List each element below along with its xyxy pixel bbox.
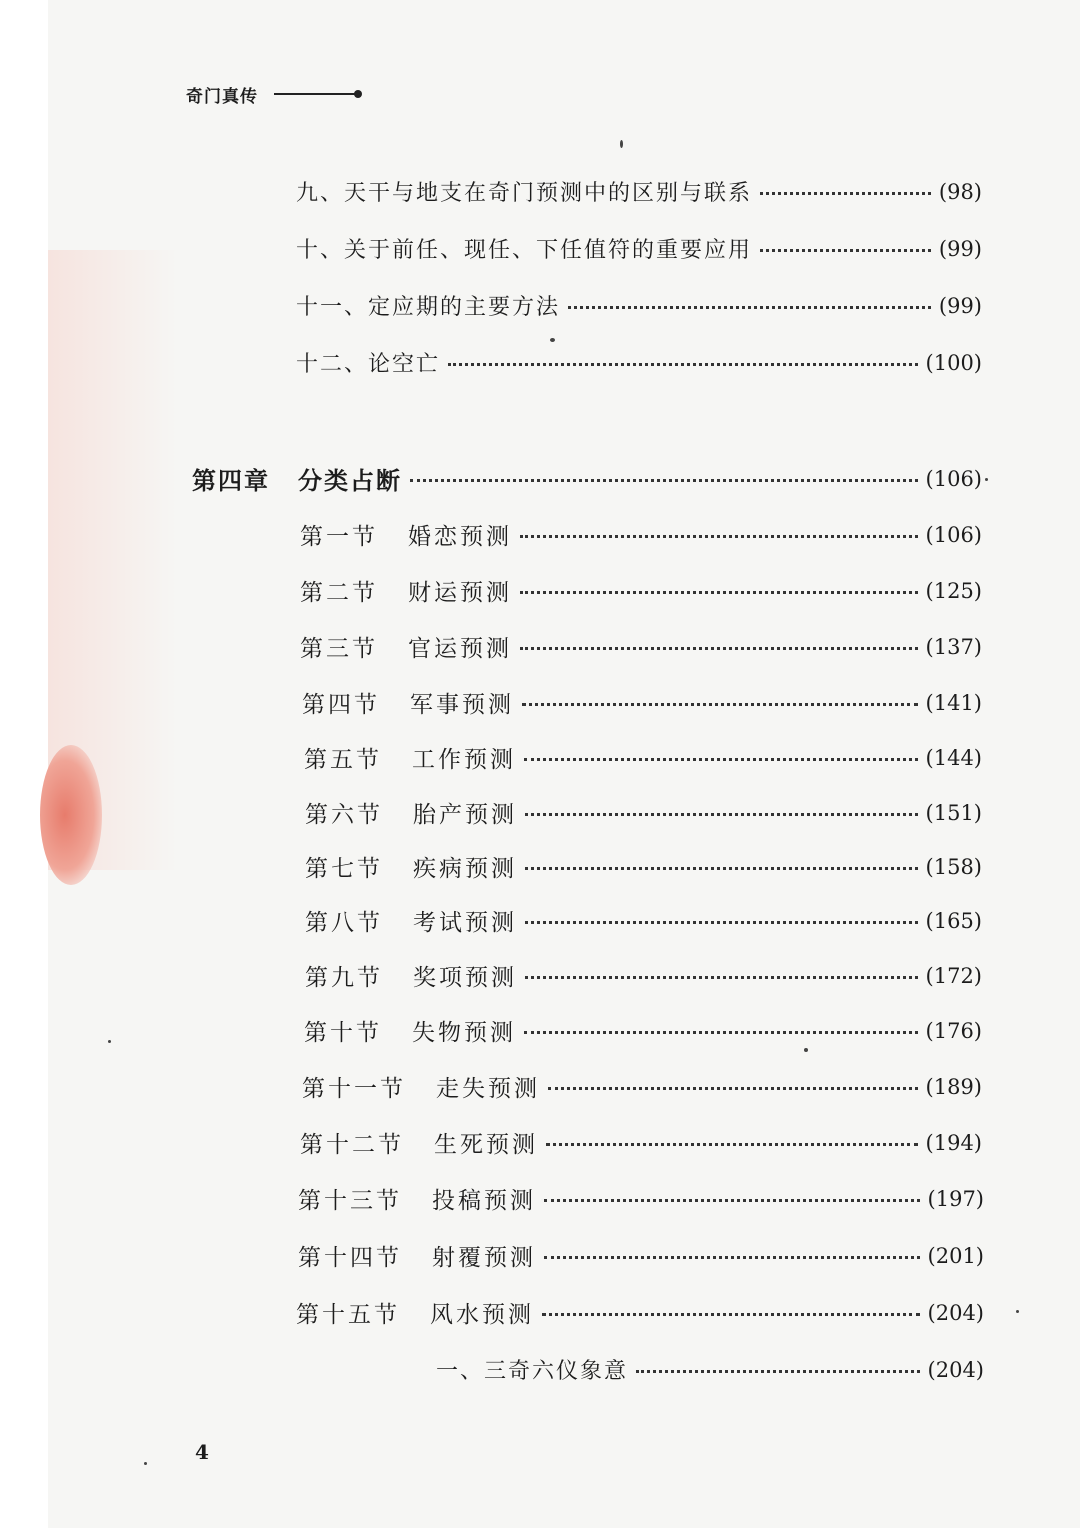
toc-item bbox=[296, 176, 982, 207]
section-title: 胎产预测 bbox=[413, 802, 517, 828]
toc-section bbox=[298, 1182, 984, 1215]
leader-dots bbox=[542, 1313, 920, 1316]
toc-item-page: (98) bbox=[938, 179, 982, 204]
section-number: 第十节 bbox=[304, 1020, 382, 1046]
leader-dots bbox=[525, 867, 918, 870]
toc-subitem bbox=[436, 1354, 984, 1385]
section-number: 第十二节 bbox=[300, 1132, 404, 1158]
toc-section bbox=[305, 904, 982, 937]
toc-section-page: (125) bbox=[925, 578, 982, 603]
toc-section bbox=[305, 959, 982, 992]
section-title: 官运预测 bbox=[408, 636, 512, 662]
section-number: 第八节 bbox=[305, 910, 383, 936]
page-number: 4 bbox=[195, 1440, 209, 1464]
toc-chapter-title bbox=[192, 461, 402, 496]
toc-section bbox=[304, 1014, 982, 1047]
toc-section-page: (151) bbox=[925, 800, 982, 825]
section-title: 投稿预测 bbox=[432, 1188, 536, 1214]
toc-item-page: (99) bbox=[938, 293, 982, 318]
toc-section bbox=[300, 1126, 982, 1159]
section-title: 考试预测 bbox=[413, 910, 517, 936]
toc-section-page: (106) bbox=[925, 522, 982, 547]
toc-section-page: (158) bbox=[925, 854, 982, 879]
page-margin bbox=[0, 0, 48, 1528]
toc-section bbox=[296, 1296, 984, 1329]
leader-dots bbox=[520, 535, 918, 538]
leader-dots bbox=[520, 591, 918, 594]
toc-section-page: (165) bbox=[925, 908, 982, 933]
section-number: 第七节 bbox=[305, 856, 383, 882]
leader-dots bbox=[760, 192, 931, 195]
toc-section-page: (194) bbox=[925, 1130, 982, 1155]
scan-speck bbox=[550, 338, 555, 342]
toc-section-page: (201) bbox=[927, 1243, 984, 1268]
section-number: 第五节 bbox=[304, 747, 382, 773]
section-number: 第十五节 bbox=[296, 1302, 400, 1328]
toc-item-title: 十、关于前任、现任、下任值符的重要应用 bbox=[296, 238, 753, 263]
leader-dots bbox=[760, 249, 931, 252]
toc-section-page: (144) bbox=[925, 745, 982, 770]
leader-dots bbox=[544, 1256, 920, 1259]
toc-section bbox=[305, 796, 982, 829]
toc-chapter bbox=[192, 461, 982, 496]
toc-section-page: (204) bbox=[927, 1300, 984, 1325]
leader-dots bbox=[520, 647, 918, 650]
scan-speck bbox=[144, 1462, 147, 1465]
toc-section bbox=[305, 850, 982, 883]
leader-dots bbox=[525, 921, 918, 924]
toc-section bbox=[300, 574, 982, 607]
section-number: 第十四节 bbox=[298, 1245, 402, 1271]
leader-dots bbox=[525, 976, 918, 979]
section-title: 疾病预测 bbox=[413, 856, 517, 882]
toc-item-title: 九、天干与地支在奇门预测中的区别与联系 bbox=[296, 181, 753, 206]
chapter-number: 第四章 bbox=[192, 466, 270, 495]
scan-speck bbox=[1016, 1310, 1019, 1313]
leader-dots bbox=[524, 758, 918, 761]
toc-section-page: (197) bbox=[927, 1186, 984, 1211]
leader-dots bbox=[448, 363, 918, 366]
chapter-name: 分类占断 bbox=[298, 466, 402, 495]
leader-dots bbox=[524, 1031, 918, 1034]
section-title: 走失预测 bbox=[436, 1076, 540, 1102]
toc-section-page: (137) bbox=[925, 634, 982, 659]
leader-dots bbox=[522, 703, 918, 706]
section-title: 奖项预测 bbox=[413, 965, 517, 991]
toc-section bbox=[304, 741, 982, 774]
toc-section bbox=[302, 1070, 982, 1103]
toc-section-page: (176) bbox=[925, 1018, 982, 1043]
section-number: 第四节 bbox=[302, 692, 380, 718]
section-number: 第一节 bbox=[300, 524, 378, 550]
section-number: 第十三节 bbox=[298, 1188, 402, 1214]
section-number: 第三节 bbox=[300, 636, 378, 662]
toc-section bbox=[298, 1239, 984, 1272]
header-title: 奇门真传 bbox=[186, 86, 258, 107]
toc-item bbox=[296, 347, 982, 378]
section-title: 军事预测 bbox=[410, 692, 514, 718]
section-title: 风水预测 bbox=[430, 1302, 534, 1328]
section-number: 第二节 bbox=[300, 580, 378, 606]
section-title: 财运预测 bbox=[408, 580, 512, 606]
leader-dots bbox=[548, 1087, 918, 1090]
toc-section-page: (172) bbox=[925, 963, 982, 988]
toc-item-title: 十一、定应期的主要方法 bbox=[296, 295, 561, 320]
toc-section-page: (141) bbox=[925, 690, 982, 715]
running-header bbox=[186, 82, 358, 106]
toc-chapter-page: (106) bbox=[925, 466, 982, 491]
section-title: 工作预测 bbox=[412, 747, 516, 773]
leader-dots bbox=[546, 1143, 918, 1146]
toc-section bbox=[300, 518, 982, 551]
toc-subitem-title: 一、三奇六仪象意 bbox=[436, 1359, 629, 1384]
toc-item-title: 十二、论空亡 bbox=[296, 352, 441, 377]
toc-section-page: (189) bbox=[925, 1074, 982, 1099]
leader-dots bbox=[525, 813, 918, 816]
leader-dots bbox=[636, 1370, 920, 1373]
header-rule bbox=[274, 93, 358, 95]
toc-item bbox=[296, 290, 982, 321]
toc-section bbox=[302, 686, 982, 719]
thumb-in-photo bbox=[40, 745, 102, 885]
section-title: 婚恋预测 bbox=[408, 524, 512, 550]
leader-dots bbox=[544, 1199, 920, 1202]
section-title: 生死预测 bbox=[434, 1132, 538, 1158]
scan-speck bbox=[108, 1040, 111, 1043]
toc-item-page: (100) bbox=[925, 350, 982, 375]
leader-dots bbox=[568, 306, 931, 309]
section-title: 射覆预测 bbox=[432, 1245, 536, 1271]
toc-subitem-page: (204) bbox=[927, 1357, 984, 1382]
scan-speck bbox=[804, 1048, 808, 1052]
toc-item bbox=[296, 233, 982, 264]
section-number: 第九节 bbox=[305, 965, 383, 991]
scan-speck bbox=[985, 478, 988, 481]
toc-section bbox=[300, 630, 982, 663]
section-title: 失物预测 bbox=[412, 1020, 516, 1046]
scan-speck bbox=[620, 140, 623, 148]
section-number: 第六节 bbox=[305, 802, 383, 828]
toc-item-page: (99) bbox=[938, 236, 982, 261]
leader-dots bbox=[410, 479, 918, 482]
section-number: 第十一节 bbox=[302, 1076, 406, 1102]
